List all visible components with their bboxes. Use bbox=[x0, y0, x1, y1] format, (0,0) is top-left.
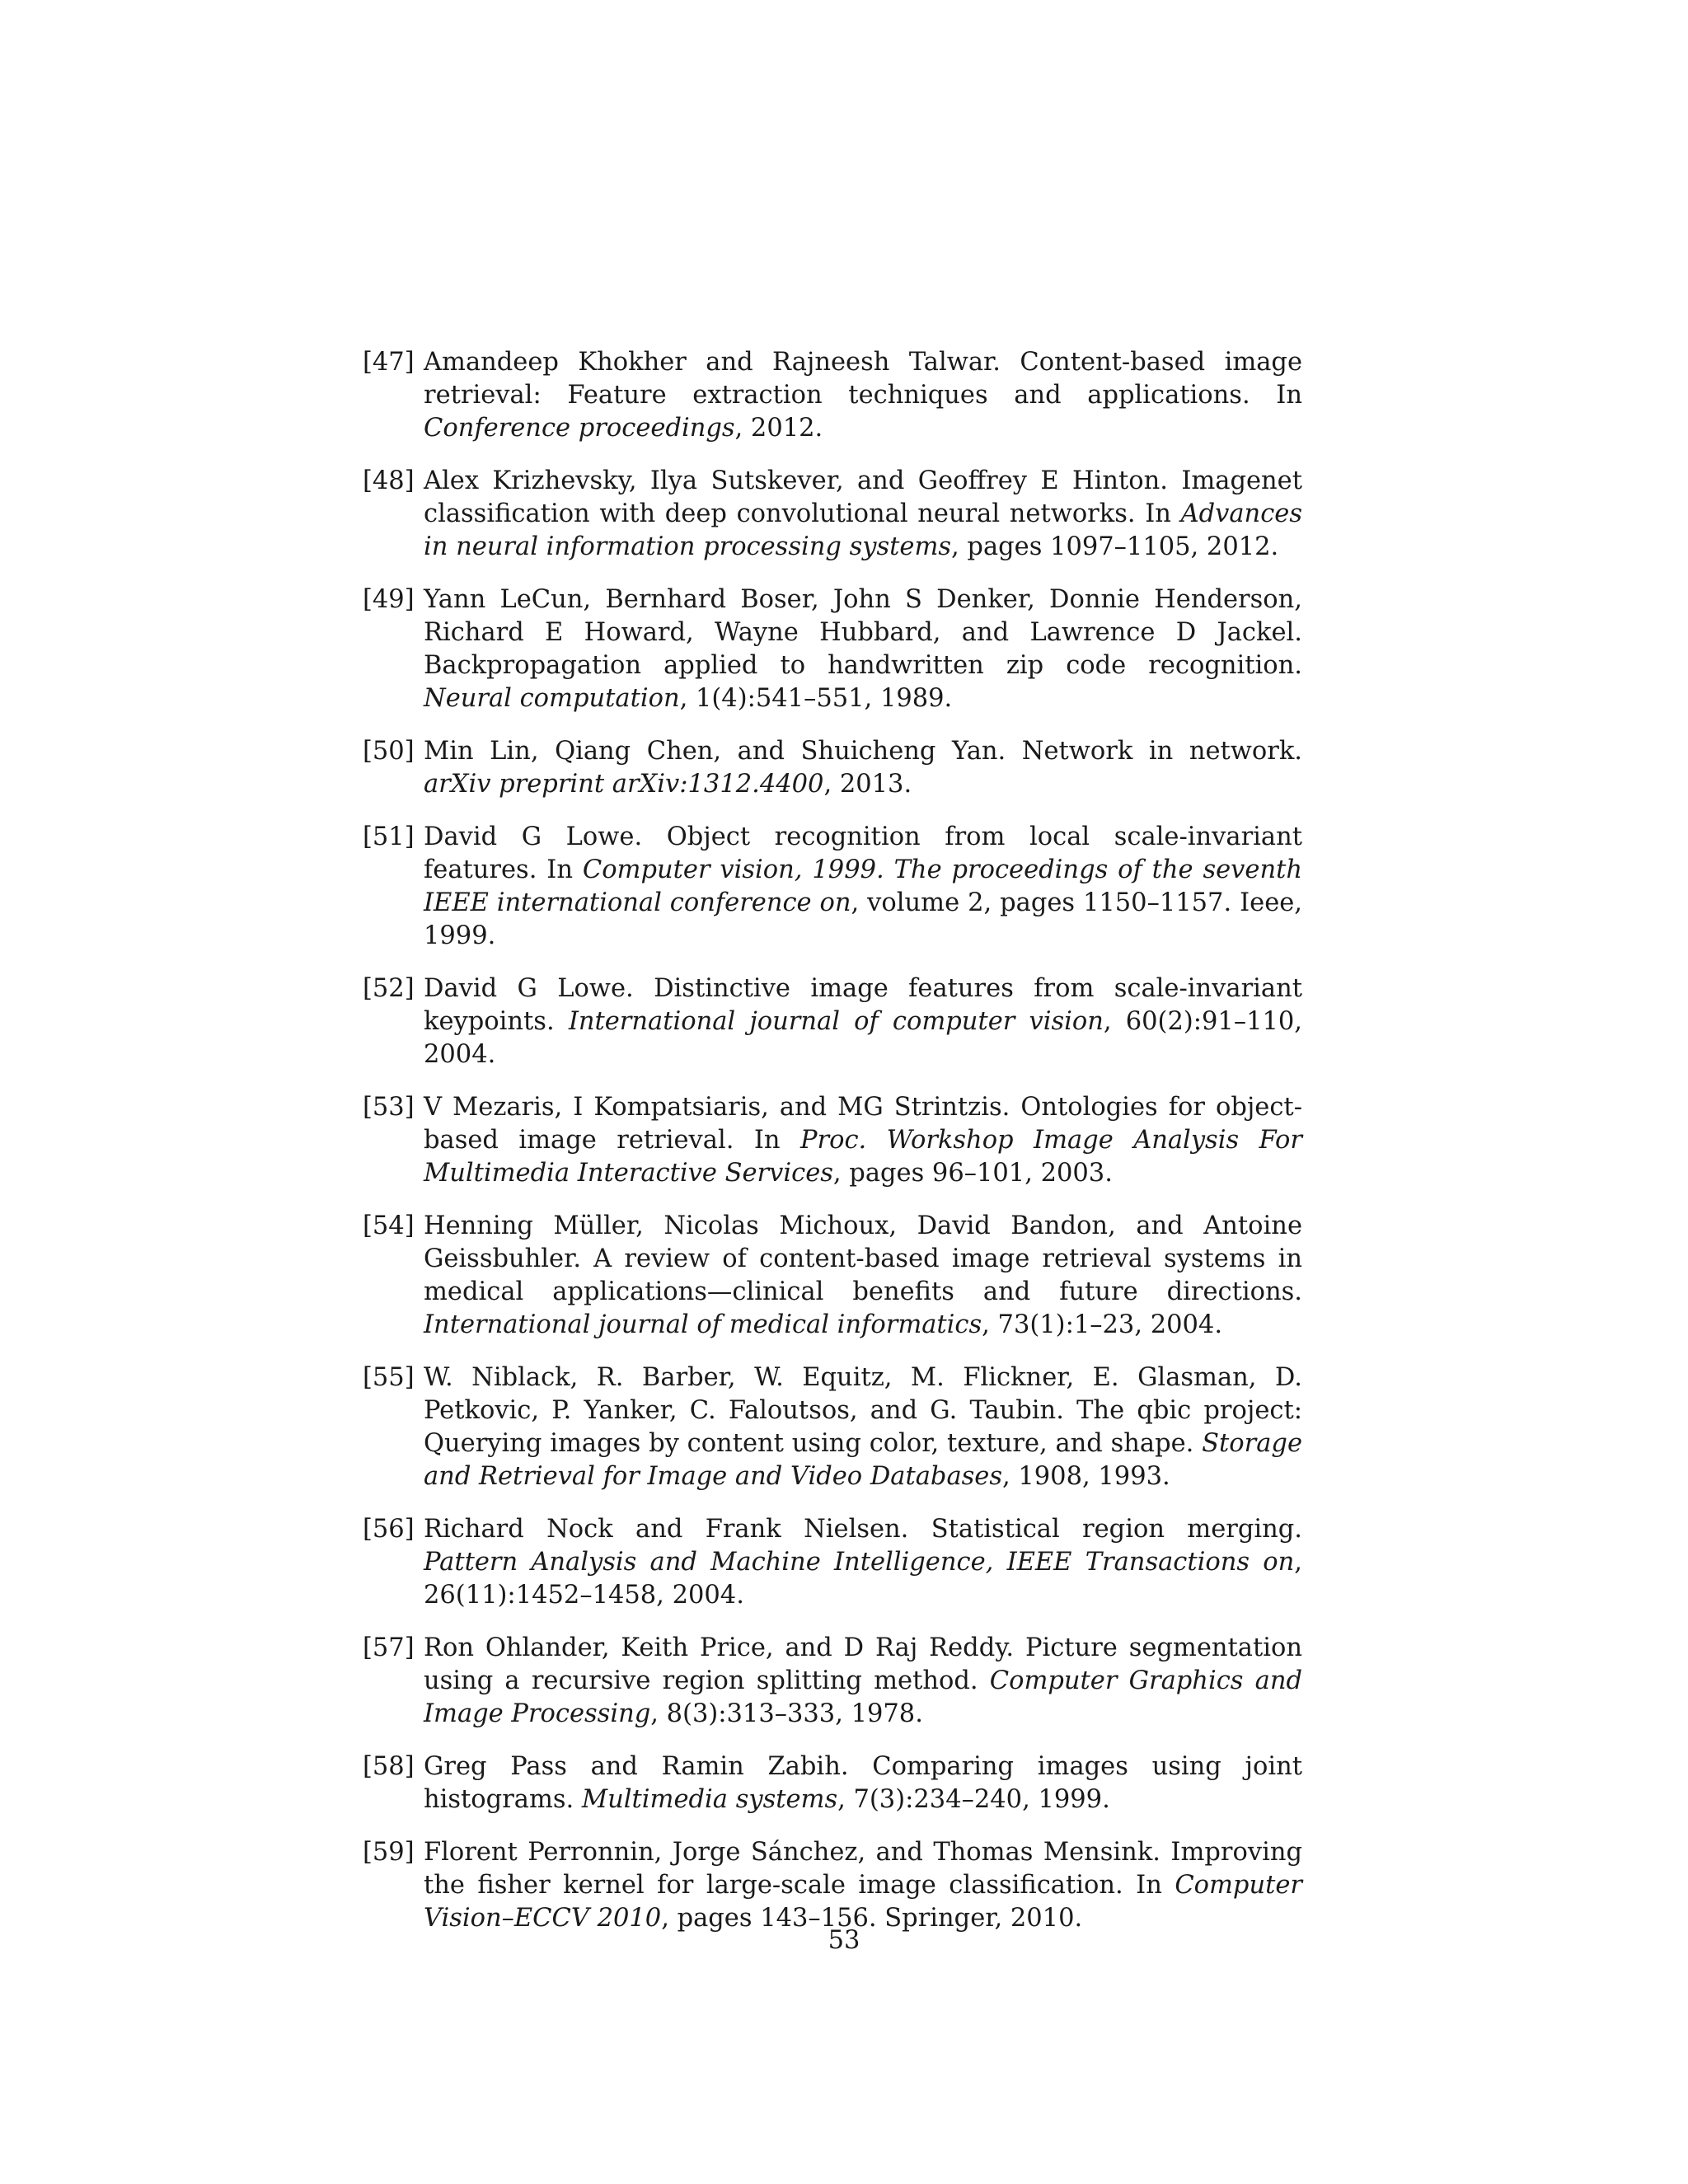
reference-item bbox=[363, 1361, 1302, 1493]
reference-text bbox=[424, 1093, 1302, 1188]
reference-text bbox=[424, 585, 1302, 713]
reference-venue: Advances in neural information processing systems bbox=[424, 499, 1302, 561]
reference-text bbox=[424, 1363, 1302, 1491]
page-number: 53 bbox=[828, 1926, 860, 1955]
reference-venue: Multimedia systems bbox=[581, 1785, 838, 1814]
reference-number: [59] bbox=[363, 1838, 415, 1867]
reference-segment: Amandeep Khokher and Rajneesh Talwar. Content-based image retrieval: Feature extraction techniques and applications. In bbox=[424, 348, 1302, 410]
reference-segment: Richard Nock and Frank Nielsen. Statistical region merging. bbox=[424, 1515, 1302, 1544]
reference-segment: Greg Pass and Ramin Zabih. Comparing images using joint histograms. bbox=[424, 1752, 1302, 1814]
reference-segment: , pages 1097–1105, 2012. bbox=[951, 532, 1279, 561]
reference-number: [52] bbox=[363, 974, 415, 1003]
reference-number: [51] bbox=[363, 823, 415, 851]
reference-item bbox=[363, 1836, 1302, 1935]
reference-text bbox=[424, 348, 1302, 443]
reference-venue: Conference proceedings bbox=[424, 414, 735, 443]
reference-number: [56] bbox=[363, 1515, 415, 1544]
reference-segment: , 7(3):234–240, 1999. bbox=[837, 1785, 1110, 1814]
reference-item bbox=[363, 1750, 1302, 1816]
reference-venue: Proc. Workshop Image Analysis For Multimedia Interactive Services bbox=[424, 1126, 1302, 1188]
reference-venue: Storage and Retrieval for Image and Video Databases bbox=[424, 1429, 1302, 1491]
reference-venue: International journal of computer vision bbox=[568, 1007, 1104, 1036]
reference-text bbox=[424, 1212, 1302, 1339]
reference-item bbox=[363, 583, 1302, 715]
reference-segment: , pages 96–101, 2003. bbox=[832, 1159, 1113, 1188]
reference-item bbox=[363, 735, 1302, 801]
reference-item bbox=[363, 1091, 1302, 1190]
reference-number: [49] bbox=[363, 585, 415, 614]
reference-text bbox=[424, 1838, 1302, 1933]
reference-number: [47] bbox=[363, 348, 415, 377]
reference-segment: W. Niblack, R. Barber, W. Equitz, M. Flickner, E. Glasman, D. Petkovic, P. Yanker, C. Faloutsos, and G. Taubin. The qbic project: Querying images by content using color, texture, and shape. bbox=[424, 1363, 1302, 1458]
reference-item bbox=[363, 346, 1302, 445]
reference-text bbox=[424, 737, 1302, 799]
reference-number: [58] bbox=[363, 1752, 415, 1781]
reference-item bbox=[363, 1632, 1302, 1731]
reference-number: [57] bbox=[363, 1633, 415, 1662]
reference-number: [53] bbox=[363, 1093, 415, 1122]
reference-segment: Henning Müller, Nicolas Michoux, David Bandon, and Antoine Geissbuhler. A review of content-based image retrieval systems in medical applications—clinical benefits and future directions. bbox=[424, 1212, 1302, 1306]
reference-segment: , volume 2, pages 1150–1157. Ieee, 1999. bbox=[424, 888, 1302, 950]
reference-segment: Yann LeCun, Bernhard Boser, John S Denker, Donnie Henderson, Richard E Howard, Wayne Hubbard, and Lawrence D Jackel. Backpropagation applied to handwritten zip code recognition. bbox=[424, 585, 1302, 680]
reference-venue: Computer vision, 1999. The proceedings of the seventh IEEE international conference on bbox=[424, 855, 1303, 917]
reference-segment: , 26(11):1452–1458, 2004. bbox=[424, 1548, 1302, 1610]
reference-segment: , pages 143–156. Springer, 2010. bbox=[661, 1904, 1083, 1933]
reference-number: [55] bbox=[363, 1363, 415, 1392]
reference-venue: International journal of medical informatics bbox=[424, 1310, 982, 1339]
reference-segment: , 2013. bbox=[823, 770, 912, 799]
reference-segment: Alex Krizhevsky, Ilya Sutskever, and Geoffrey E Hinton. Imagenet classification with deep convolutional neural networks. In bbox=[424, 466, 1302, 528]
reference-number: [48] bbox=[363, 466, 415, 495]
reference-number: [50] bbox=[363, 737, 415, 766]
reference-segment: David G Lowe. Object recognition from local scale-invariant features. In bbox=[424, 823, 1302, 884]
reference-number: [54] bbox=[363, 1212, 415, 1240]
reference-segment: Ron Ohlander, Keith Price, and D Raj Reddy. Picture segmentation using a recursive region splitting method. bbox=[424, 1633, 1302, 1695]
reference-text bbox=[424, 823, 1302, 950]
reference-segment: Florent Perronnin, Jorge Sánchez, and Thomas Mensink. Improving the fisher kernel for large-scale image classification. In bbox=[424, 1838, 1302, 1900]
reference-segment: , 60(2):91–110, 2004. bbox=[424, 1007, 1302, 1069]
reference-venue: Computer Graphics and Image Processing bbox=[424, 1666, 1302, 1728]
reference-segment: , 1(4):541–551, 1989. bbox=[679, 684, 953, 713]
reference-text bbox=[424, 1633, 1302, 1728]
reference-item bbox=[363, 1513, 1302, 1612]
reference-text bbox=[424, 1515, 1302, 1610]
reference-venue: Computer Vision–ECCV 2010 bbox=[424, 1871, 1302, 1933]
reference-text bbox=[424, 974, 1302, 1069]
reference-segment: V Mezaris, I Kompatsiaris, and MG Strintzis. Ontologies for object-based image retrieval. In bbox=[424, 1093, 1302, 1155]
reference-segment: , 2012. bbox=[734, 414, 823, 443]
reference-venue: arXiv preprint arXiv:1312.4400 bbox=[424, 770, 824, 799]
reference-venue: Neural computation bbox=[424, 684, 680, 713]
reference-venue: Pattern Analysis and Machine Intelligence, IEEE Transactions on bbox=[424, 1548, 1295, 1577]
reference-text bbox=[424, 466, 1302, 561]
reference-item bbox=[363, 821, 1302, 953]
reference-item bbox=[363, 465, 1302, 564]
reference-item bbox=[363, 1210, 1302, 1342]
reference-list bbox=[363, 346, 1302, 1955]
reference-segment: , 8(3):313–333, 1978. bbox=[650, 1699, 923, 1728]
reference-segment: David G Lowe. Distinctive image features from scale-invariant keypoints. bbox=[424, 974, 1302, 1036]
reference-item bbox=[363, 972, 1302, 1071]
reference-text bbox=[424, 1752, 1302, 1814]
reference-segment: , 1908, 1993. bbox=[1001, 1462, 1170, 1491]
reference-segment: , 73(1):1–23, 2004. bbox=[982, 1310, 1223, 1339]
reference-segment: Min Lin, Qiang Chen, and Shuicheng Yan. Network in network. bbox=[424, 737, 1302, 766]
